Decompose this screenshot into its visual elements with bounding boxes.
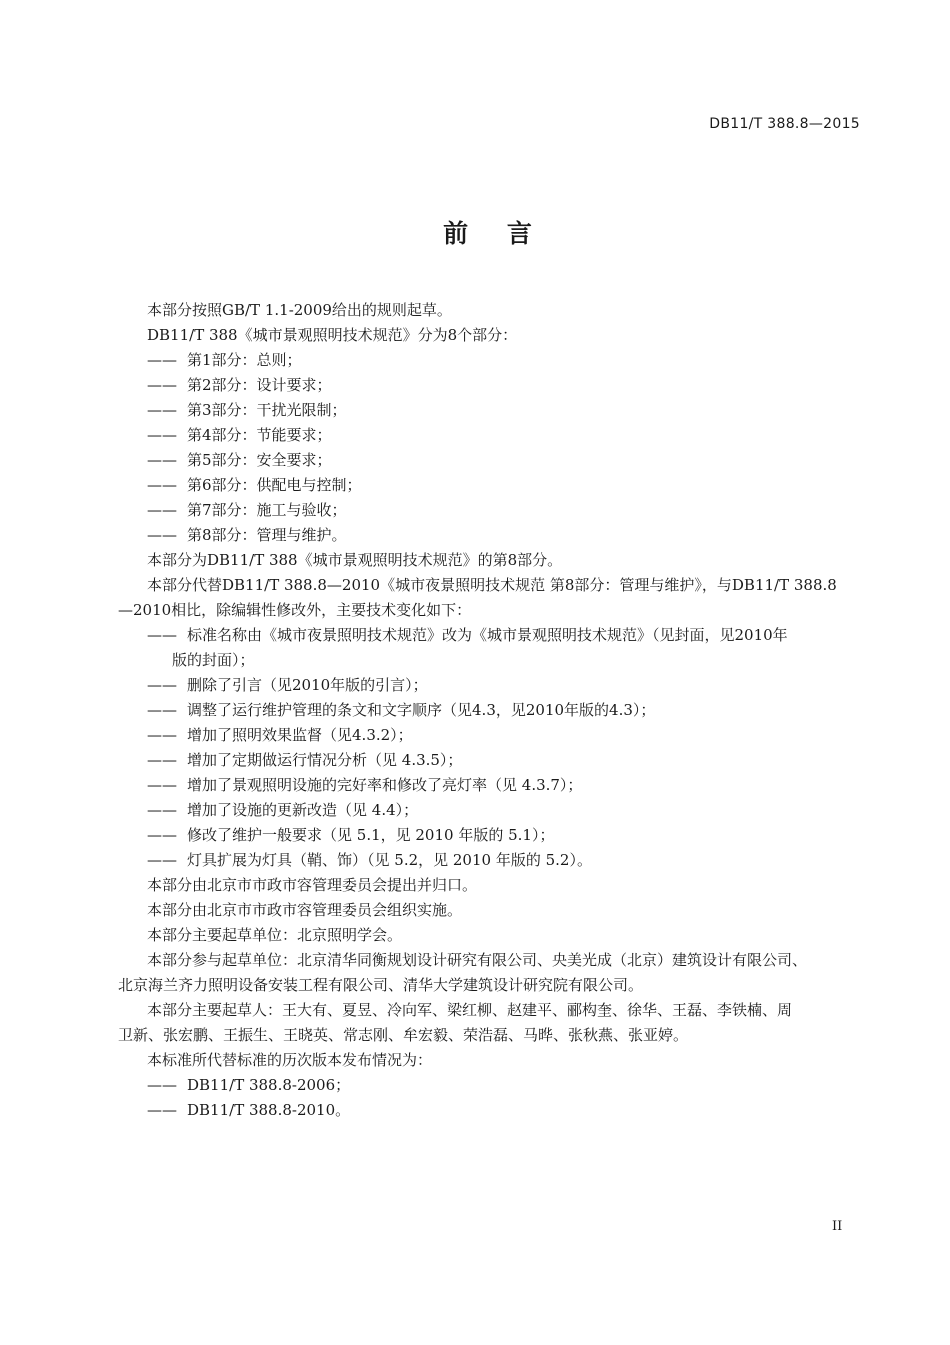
list-item: [0, 425, 900, 445]
part-item-7: 第7部分：施工与验收；: [187, 501, 347, 519]
replaces-text-line-1: 本部分代替DB11/T 388.8—2010《城市夜景照明技术规范 第8部分：管理与维护》，与DB11/T 388.8: [147, 576, 837, 594]
drafters-text-line-1: 本部分主要起草人：王大有、夏昱、冷向军、梁红柳、赵建平、郦构奎、徐华、王磊、李铁楠、周: [147, 1001, 793, 1019]
list-marker: ——: [147, 426, 177, 444]
part-item-5: 第5部分：安全要求；: [187, 451, 332, 469]
list-marker: ——: [147, 476, 177, 494]
list-item: [0, 450, 900, 470]
list-marker: ——: [147, 451, 177, 469]
list-item: [0, 1075, 900, 1095]
list-marker: ——: [147, 626, 177, 644]
page-title: 前 言: [443, 219, 532, 248]
participants-text-line-2: 北京海兰齐力照明设备安装工程有限公司、清华大学建筑设计研究院有限公司。: [118, 976, 644, 994]
change-item-8: 修改了维护一般要求（见 5.1，见 2010 年版的 5.1）；: [187, 826, 555, 844]
list-item: [0, 500, 900, 520]
list-marker: ——: [147, 851, 177, 869]
part-item-8: 第8部分：管理与维护。: [187, 526, 347, 544]
list-marker: ——: [147, 776, 177, 794]
change-item-1-continuation: 版的封面）；: [172, 651, 255, 669]
list-marker: ——: [147, 1101, 177, 1119]
list-item: [0, 700, 900, 720]
list-item: [0, 375, 900, 395]
list-marker: ——: [147, 701, 177, 719]
list-item: [0, 625, 900, 645]
list-marker: ——: [147, 351, 177, 369]
list-marker: ——: [147, 401, 177, 419]
proposed-by-text: 本部分由北京市市政市容管理委员会提出并归口。: [147, 876, 478, 894]
history-intro-text: 本标准所代替标准的历次版本发布情况为：: [147, 1051, 433, 1069]
list-item: [0, 825, 900, 845]
change-item-6: 增加了景观照明设施的完好率和修改了亮灯率（见 4.3.7）；: [187, 776, 583, 794]
list-marker: ——: [147, 826, 177, 844]
part-item-2: 第2部分：设计要求；: [187, 376, 332, 394]
change-item-5: 增加了定期做运行情况分析（见 4.3.5）；: [187, 751, 463, 769]
change-item-7: 增加了设施的更新改造（见 4.4）；: [187, 801, 419, 819]
change-item-1: 标准名称由《城市夜景照明技术规范》改为《城市景观照明技术规范》（见封面，见2010年: [187, 626, 788, 644]
list-item: [0, 675, 900, 695]
list-marker: ——: [147, 1076, 177, 1094]
list-item: [0, 850, 900, 870]
list-item: [0, 475, 900, 495]
page-number: II: [832, 1219, 843, 1234]
history-item-2: DB11/T 388.8-2010。: [187, 1101, 351, 1119]
organized-by-text: 本部分由北京市市政市容管理委员会组织实施。: [147, 901, 463, 919]
list-marker: ——: [147, 751, 177, 769]
part-item-1: 第1部分：总则；: [187, 351, 302, 369]
replaces-text-line-2: —2010相比，除编辑性修改外，主要技术变化如下：: [118, 601, 472, 619]
change-item-9: 灯具扩展为灯具（鞘、饰）（见 5.2，见 2010 年版的 5.2）。: [187, 851, 592, 869]
list-marker: ——: [147, 376, 177, 394]
document-code-header: DB11/T 388.8—2015: [709, 116, 860, 132]
list-item: [0, 350, 900, 370]
change-item-3: 调整了运行维护管理的条文和文字顺序（见4.3，见2010年版的4.3）；: [187, 701, 656, 719]
drafters-text-line-2: 卫新、张宏鹏、王振生、王晓英、常志刚、牟宏毅、荣浩磊、马晔、张秋燕、张亚婷。: [118, 1026, 689, 1044]
participants-text-line-1: 本部分参与起草单位：北京清华同衡规划设计研究有限公司、央美光成（北京）建筑设计有限公司、: [147, 951, 808, 969]
list-marker: ——: [147, 501, 177, 519]
history-item-1: DB11/T 388.8-2006；: [187, 1076, 351, 1094]
part-item-4: 第4部分：节能要求；: [187, 426, 332, 444]
list-item: [0, 750, 900, 770]
change-item-4: 增加了照明效果监督（见4.3.2）；: [187, 726, 413, 744]
drafting-rule-text: 本部分按照GB/T 1.1-2009给出的规则起草。: [147, 301, 452, 319]
list-marker: ——: [147, 801, 177, 819]
list-marker: ——: [147, 676, 177, 694]
list-item: [0, 800, 900, 820]
part-item-3: 第3部分：干扰光限制；: [187, 401, 347, 419]
list-item: [0, 525, 900, 545]
parts-intro-text: DB11/T 388《城市景观照明技术规范》分为8个部分：: [147, 326, 518, 344]
part-item-6: 第6部分：供配电与控制；: [187, 476, 362, 494]
this-part-text: 本部分为DB11/T 388《城市景观照明技术规范》的第8部分。: [147, 551, 563, 569]
list-item: [0, 725, 900, 745]
change-item-2: 删除了引言（见2010年版的引言）；: [187, 676, 428, 694]
list-item: [0, 1100, 900, 1120]
list-item: [0, 775, 900, 795]
main-drafting-unit-text: 本部分主要起草单位：北京照明学会。: [147, 926, 403, 944]
list-marker: ——: [147, 726, 177, 744]
list-item: [0, 400, 900, 420]
list-marker: ——: [147, 526, 177, 544]
